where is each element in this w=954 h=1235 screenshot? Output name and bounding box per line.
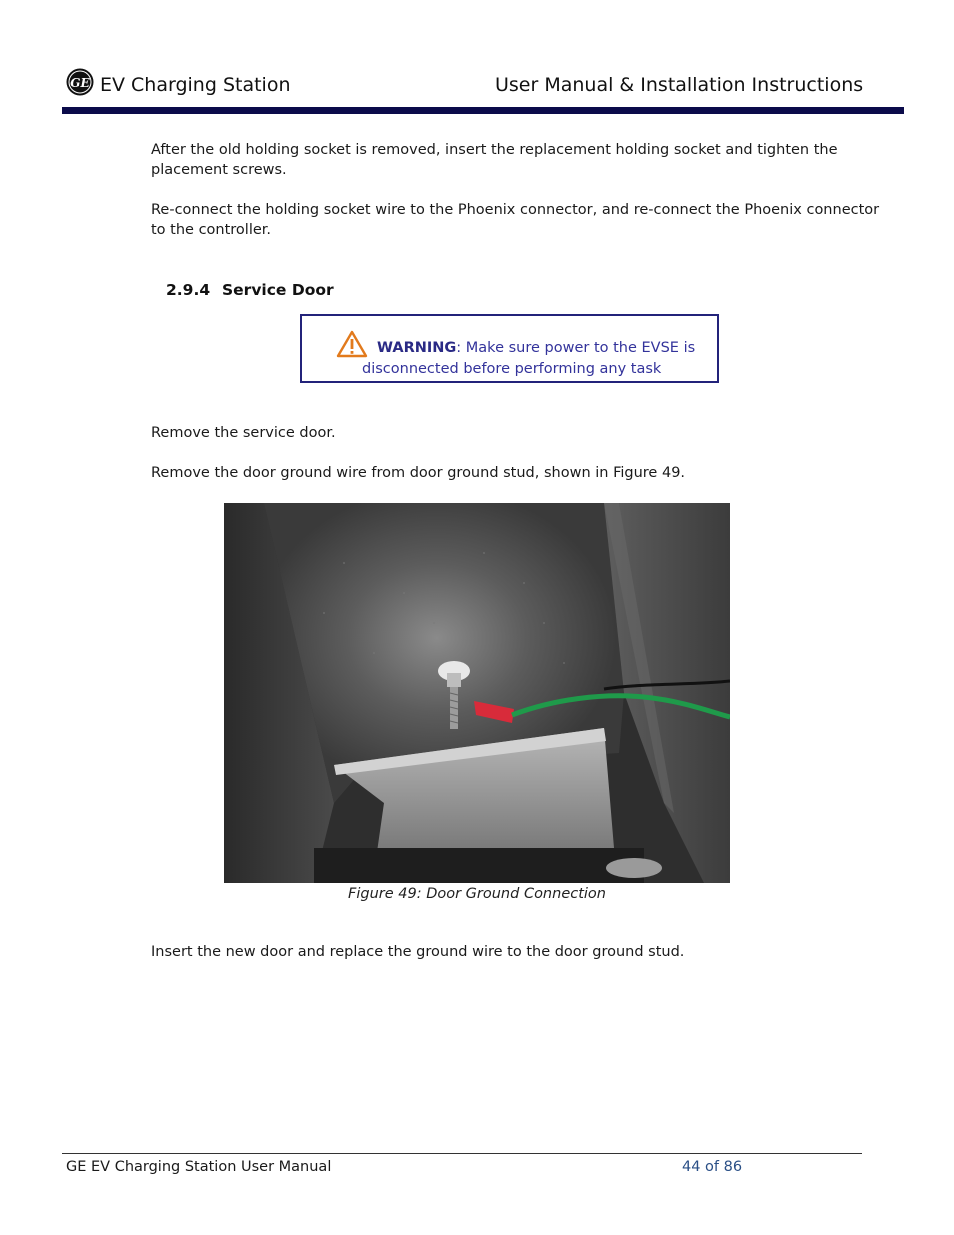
warning-line-2: disconnected before performing any task [362,361,662,377]
paragraph-remove-door: Remove the service door. [151,425,336,441]
warning-text-1: : Make sure power to the EVSE is [456,340,696,356]
header-title: EV Charging Station [100,74,291,96]
paragraph-holding-socket: After the old holding socket is removed, insert the replacement holding socket and tighten the placement screws. [151,142,838,178]
photo-illustration [224,503,730,883]
footer-title: GE EV Charging Station User Manual [66,1159,332,1175]
ge-logo-text: GE [70,76,90,90]
header-subtitle: User Manual & Installation Instructions [495,74,864,96]
footer-rule [62,1153,862,1154]
warning-line-1 [377,340,695,356]
paragraph-remove-ground-wire: Remove the door ground wire from door ground stud, shown in Figure 49. [151,465,686,481]
section-title: Service Door [222,281,334,299]
warning-label: WARNING [377,340,457,356]
figure-photo-door-ground [224,503,730,883]
header-rule [62,107,904,114]
figure-caption: Figure 49: Door Ground Connection [348,886,606,902]
paragraph-insert-door: Insert the new door and replace the ground wire to the door ground stud. [151,944,685,960]
section-number: 2.9.4 [166,281,211,299]
warning-box [300,314,719,383]
ge-logo [66,68,94,96]
section-heading [166,281,334,299]
paragraph-phoenix-connector: Re-connect the holding socket wire to the Phoenix connector, and re-connect the Phoenix connector to the controller. [151,202,880,238]
warning-triangle-icon [336,330,368,358]
page-number: 44 of 86 [682,1159,743,1175]
